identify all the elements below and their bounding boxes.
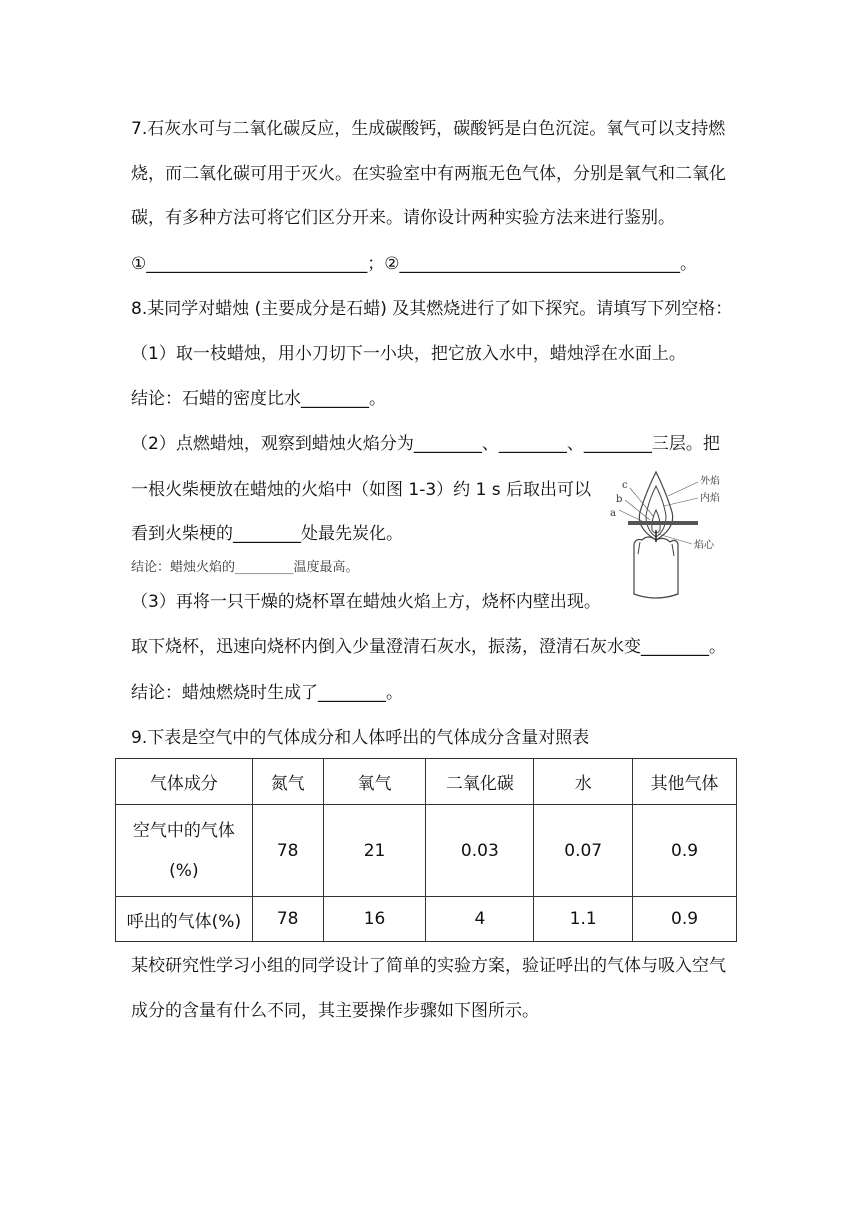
figure-label-c: c: [622, 480, 628, 491]
table-cell: 4: [426, 897, 534, 942]
table-row-label: [116, 805, 253, 897]
q8-part2-line-1: （2）点燃蜡烛，观察到蜡烛火焰分为________、________、________三层。把: [131, 434, 720, 454]
table-row: [116, 897, 737, 942]
table-row: [116, 805, 737, 897]
table-cell: 1.1: [534, 897, 633, 942]
q8-part2-line-3: 看到火柴梗的________处最先炭化。: [131, 524, 403, 544]
table-row-label: 呼出的气体(%): [116, 897, 253, 942]
figure-label-outer-flame: 外焰: [700, 476, 720, 487]
candle-flame-figure: [606, 462, 741, 612]
table-cell: 78: [252, 897, 323, 942]
figure-label-b: b: [616, 494, 623, 505]
table-cell: 21: [323, 805, 426, 897]
q9-after-line-1: 某校研究性学习小组的同学设计了简单的实验方案，验证呼出的气体与吸入空气: [131, 956, 726, 976]
table-header-cell: 二氧化碳: [426, 759, 534, 805]
candle-body: [634, 537, 678, 598]
table-header-cell: 氧气: [323, 759, 426, 805]
table-cell: 0.9: [633, 897, 737, 942]
q8-part1-conclusion: 结论：石蜡的密度比水________。: [131, 389, 386, 409]
q7-line-2: 烧，而二氧化碳可用于灭火。在实验室中有两瓶无色气体，分别是氧气和二氧化: [131, 164, 726, 184]
table-header-cell: 其他气体: [633, 759, 737, 805]
row-label-line-1: 空气中的气体: [132, 820, 235, 841]
figure-label-inner-flame: 内焰: [700, 493, 720, 504]
q8-part3-conclusion: 结论：蜡烛燃烧时生成了________。: [131, 683, 403, 703]
row-label-line-2: (%): [169, 860, 199, 881]
q8-part3-line-2: 取下烧杯，迅速向烧杯内倒入少量澄清石灰水，振荡，澄清石灰水变________。: [131, 637, 726, 657]
inner-flame-shape: [646, 486, 666, 537]
q9-intro: 9.下表是空气中的气体成分和人体呼出的气体成分含量对照表: [131, 728, 590, 748]
q9-after-line-2: 成分的含量有什么不同，其主要操作步骤如下图所示。: [131, 1001, 539, 1021]
q7-line-3: 碳，有多种方法可将它们区分开来。请你设计两种实验方法来进行鉴别。: [131, 208, 675, 228]
table-cell: 0.07: [534, 805, 633, 897]
q8-part2-conclusion: 结论：蜡烛火焰的_________温度最高。: [131, 560, 359, 575]
q7-line-1: 7.石灰水可与二氧化碳反应，生成碳酸钙，碳酸钙是白色沉淀。氧气可以支持燃: [131, 119, 726, 139]
figure-label-a: a: [610, 508, 616, 519]
matchstick: [628, 521, 698, 525]
q8-intro: 8.某同学对蜡烛 (主要成分是石蜡) 及其燃烧进行了如下探究。请填写下列空格：: [131, 299, 733, 319]
figure-label-flame-core: 焰心: [694, 540, 714, 551]
table-header-cell: 水: [534, 759, 633, 805]
table-cell: 0.03: [426, 805, 534, 897]
outer-flame-shape: [639, 472, 672, 540]
table-cell: 0.9: [633, 805, 737, 897]
table-header-row: [116, 759, 737, 805]
q7-answer-line: ①__________________________；②_________________________________。: [131, 254, 697, 274]
table-cell: 16: [323, 897, 426, 942]
table-header-cell: 氮气: [252, 759, 323, 805]
gas-composition-table: [115, 758, 737, 942]
q8-part3-line-1: （3）再将一只干燥的烧杯罩在蜡烛火焰上方，烧杯内壁出现。: [131, 592, 601, 612]
table-cell: 78: [252, 805, 323, 897]
q8-part2-line-2: 一根火柴梗放在蜡烛的火焰中（如图 1-3）约 1 s 后取出可以: [131, 480, 592, 500]
q8-part1: （1）取一枝蜡烛，用小刀切下一小块，把它放入水中，蜡烛浮在水面上。: [131, 344, 686, 364]
table-header-cell: 气体成分: [116, 759, 253, 805]
